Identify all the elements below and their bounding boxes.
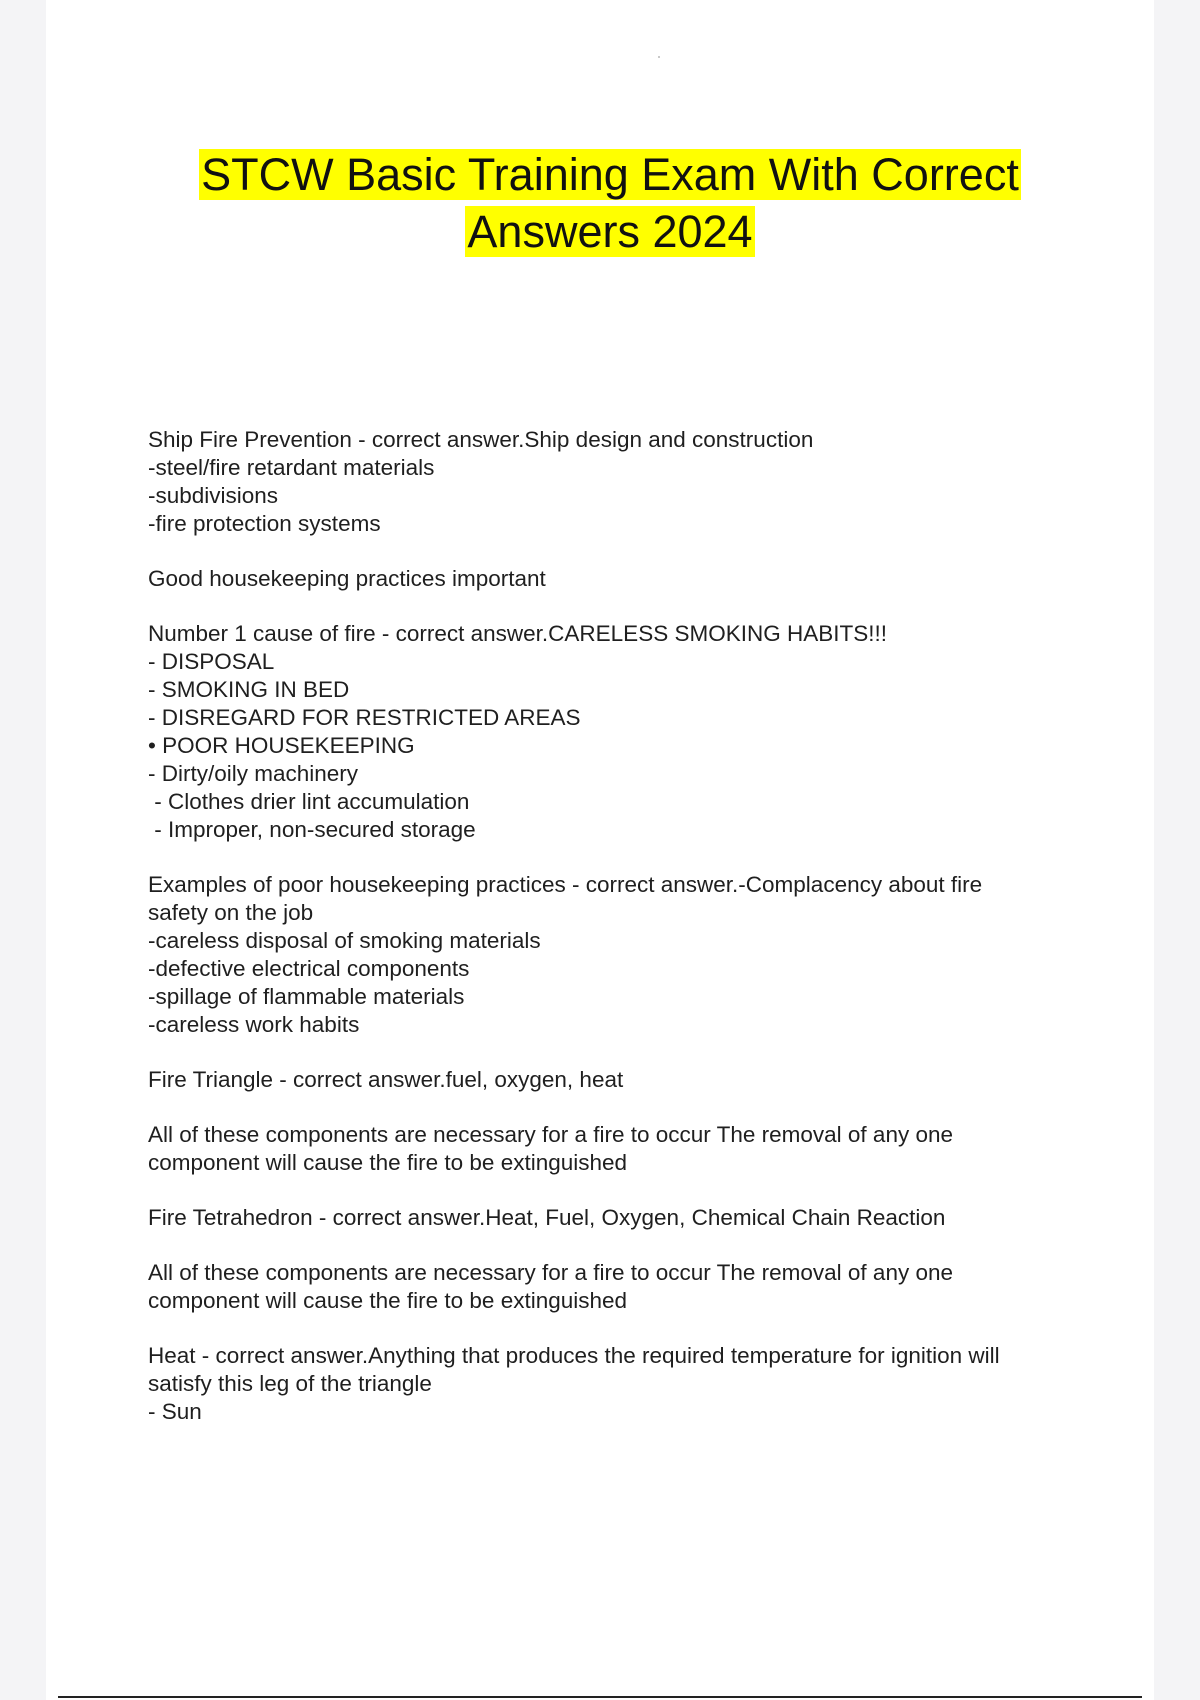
scan-speck — [658, 56, 660, 58]
qa-block-line: component will cause the fire to be extinguished — [148, 1150, 628, 1175]
qa-block-line: - Improper, non-secured storage — [148, 817, 476, 842]
qa-block-line: -careless disposal of smoking materials — [148, 928, 541, 953]
qa-block — [148, 871, 1078, 1039]
qa-block — [148, 1342, 1078, 1426]
qa-block-heading-line: Fire Tetrahedron - correct answer.Heat, Fuel, Oxygen, Chemical Chain Reaction — [148, 1205, 946, 1230]
title-line-1: STCW Basic Training Exam With Correct — [201, 149, 1019, 200]
qa-block-line: satisfy this leg of the triangle — [148, 1371, 432, 1396]
document-body — [148, 426, 1078, 1453]
qa-block-line: - Dirty/oily machinery — [148, 761, 359, 786]
qa-block-heading-line: Good housekeeping practices important — [148, 566, 546, 591]
qa-block-line: - DISPOSAL — [148, 649, 275, 674]
page-bottom-rule — [58, 1696, 1142, 1698]
qa-block-line: - DISREGARD FOR RESTRICTED AREAS — [148, 705, 581, 730]
document-title — [60, 146, 1160, 260]
qa-block-line: safety on the job — [148, 900, 314, 925]
qa-block-line: - Sun — [148, 1399, 202, 1424]
qa-block-heading-line: All of these components are necessary for a fire to occur The removal of any one — [148, 1122, 954, 1147]
qa-block-line: - SMOKING IN BED — [148, 677, 350, 702]
qa-block-line: • POOR HOUSEKEEPING — [148, 733, 415, 758]
qa-block-line: -steel/fire retardant materials — [148, 455, 435, 480]
qa-block-line: - Clothes drier lint accumulation — [148, 789, 470, 814]
qa-block-heading-line: Number 1 cause of fire - correct answer.CARELESS SMOKING HABITS!!! — [148, 621, 887, 646]
qa-block-line: component will cause the fire to be extinguished — [148, 1288, 628, 1313]
qa-block-heading-line: Ship Fire Prevention - correct answer.Ship design and construction — [148, 427, 814, 452]
qa-block — [148, 426, 1078, 538]
qa-block-heading-line: All of these components are necessary for a fire to occur The removal of any one — [148, 1260, 954, 1285]
qa-block — [148, 565, 1078, 593]
qa-block — [148, 1066, 1078, 1094]
qa-block — [148, 1259, 1078, 1315]
qa-block-line: -spillage of flammable materials — [148, 984, 465, 1009]
qa-block — [148, 1204, 1078, 1232]
qa-block-heading-line: Heat - correct answer.Anything that produces the required temperature for ignition will — [148, 1343, 1000, 1368]
qa-block-line: -fire protection systems — [148, 511, 381, 536]
qa-block-heading-line: Fire Triangle - correct answer.fuel, oxygen, heat — [148, 1067, 624, 1092]
qa-block-heading-line: Examples of poor housekeeping practices - correct answer.-Complacency about fire — [148, 872, 983, 897]
qa-block-line: -defective electrical components — [148, 956, 470, 981]
title-line-2: Answers 2024 — [467, 206, 753, 257]
qa-block-line: -subdivisions — [148, 483, 279, 508]
qa-block — [148, 620, 1078, 844]
qa-block-line: -careless work habits — [148, 1012, 360, 1037]
qa-block — [148, 1121, 1078, 1177]
